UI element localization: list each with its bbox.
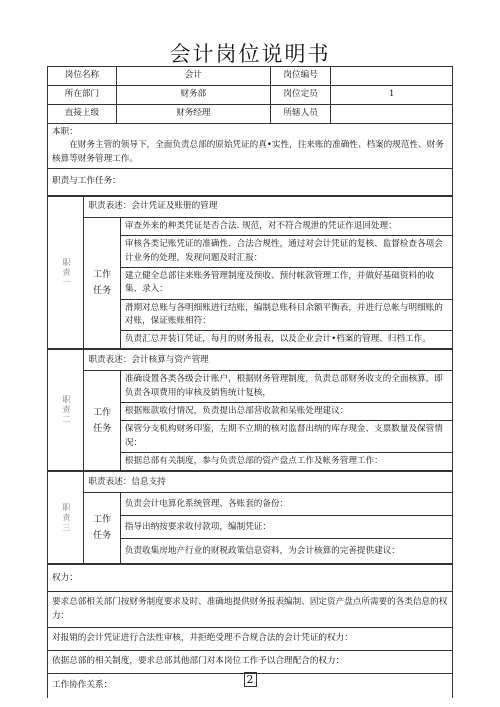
task-1-5: 负责汇总并装订凭证，每月的财务报表，以及企业会计•档案的管理、归档工作。 (120, 331, 452, 349)
duty-desc-2: 职责表述：会计核算与资产管理 (84, 350, 453, 371)
duty-desc-1: 职责表述：会计凭证及账册的管理 (84, 196, 453, 217)
work-label-line-1: 工作 (93, 515, 112, 526)
post-no-label: 岗位编号 (270, 67, 331, 86)
task-3-1: 负责会计电算化系统管理、各账套的备份： (120, 493, 452, 516)
duty-label-3: 职责三 (48, 472, 84, 564)
duty-summary-label: 本职： (52, 127, 78, 137)
dept-label: 所在部门 (48, 86, 117, 105)
work-task-label-1 (84, 217, 120, 349)
task-3-2: 指导出纳按要求收付款项，编制凭证： (120, 516, 452, 539)
task-2-4: 根据总部有关制度，参与负责总部的资产盘点工作及帐务管理工作： (120, 453, 452, 471)
duty-label-2: 职责二 (48, 350, 84, 471)
task-2-2: 根据账款收付情况，负责提出总部营收款和呆账处理建议： (120, 403, 452, 421)
duty-table-1 (47, 196, 453, 350)
duty-table-3 (47, 471, 453, 564)
superior-value: 财务经理 (116, 105, 270, 124)
authority-item-2: 对报销的会计凭证进行合法性审核，并拒绝受理不合规合法的会计凭证的权力： (48, 627, 453, 650)
work-label-line-1: 工作 (93, 407, 112, 418)
summary-table (47, 124, 453, 196)
task-1-4: 滑期对总账与各明细账进行结账，编制总账科目余额平衡表，并进行总帐与明细账的对账，保证账账相符： (120, 299, 452, 331)
work-task-label-2 (84, 371, 120, 471)
task-1-1: 审查外来的种类凭证是否合法. 规范，对不符合规泄的凭证作退回处理： (120, 217, 452, 235)
authority-item-3: 依据总部的相关制度，要求总部其他部门对本岗位工作予以合理配合的权力： (48, 650, 453, 673)
duty-label-1: 职责一 (48, 196, 84, 349)
work-label-line-2: 任务 (93, 423, 112, 434)
cooperation-heading: 工作协作关系： (48, 673, 453, 698)
task-2-1: 准确设置各类各级会计账户，根据财务管理制度，负责总部财务收支的全面核算，即负责各项费用的审核及销售统计复核， (120, 371, 452, 403)
duty-summary-cell (48, 124, 453, 168)
duty-table-2 (47, 349, 453, 471)
job-description-sheet (47, 66, 453, 698)
authority-heading: 权力： (48, 565, 453, 592)
duties-heading: 职责与工作任务： (48, 168, 453, 195)
staff-value (331, 105, 453, 124)
headcount-label: 岗位定员 (270, 86, 331, 105)
post-name-value: 会计 (116, 67, 270, 86)
authority-item-1: 要求总部相关部门按财务制度要求及时、准确地提供财务报表编制、固定资产盘点所需要的各类信息的权力： (48, 592, 453, 628)
work-label-line-2: 任务 (93, 286, 112, 297)
info-table (47, 66, 453, 124)
duty-desc-3: 职责表述：信息支持 (84, 472, 453, 493)
work-task-label-3 (84, 493, 120, 564)
headcount-value: 1 (331, 86, 453, 105)
post-name-label: 岗位名称 (48, 67, 117, 86)
page-number (0, 673, 500, 686)
post-no-value (331, 67, 453, 86)
task-3-3: 负责收集房地产行业的财税政策信息资料，为会计核算的完善提供建议： (120, 539, 452, 564)
staff-label: 所辖人员 (270, 105, 331, 124)
document-title: 会计岗位说明书 (169, 42, 331, 66)
task-1-2: 审核各类记账凭证的准确性、合法合规性，通过对会计凭证的复核、监督检查各项会计业务的处理，发现问题及时汇报： (120, 236, 452, 268)
task-1-3: 建立健全总部往来账务管理制度及预收、预付帐款管理工作，并做好基础资料的收集、录入： (120, 267, 452, 299)
work-label-line-2: 任务 (93, 531, 112, 542)
duty-summary-text: 在财务主管的领导下，全面负责总部的原始凭证的真•实性，往来账的准确性、档案的规范性、财务核算等财务管理工作。 (52, 140, 444, 164)
page-number-value: 2 (244, 672, 257, 687)
work-label-line-1: 工作 (93, 270, 112, 280)
task-2-3: 保管分支机构财务印鉴，左期不立期的核对监督出纳的库存现金、支票数量及保管情况： (120, 421, 452, 453)
dept-value: 财务部 (116, 86, 270, 105)
superior-label: 直接上级 (48, 105, 117, 124)
